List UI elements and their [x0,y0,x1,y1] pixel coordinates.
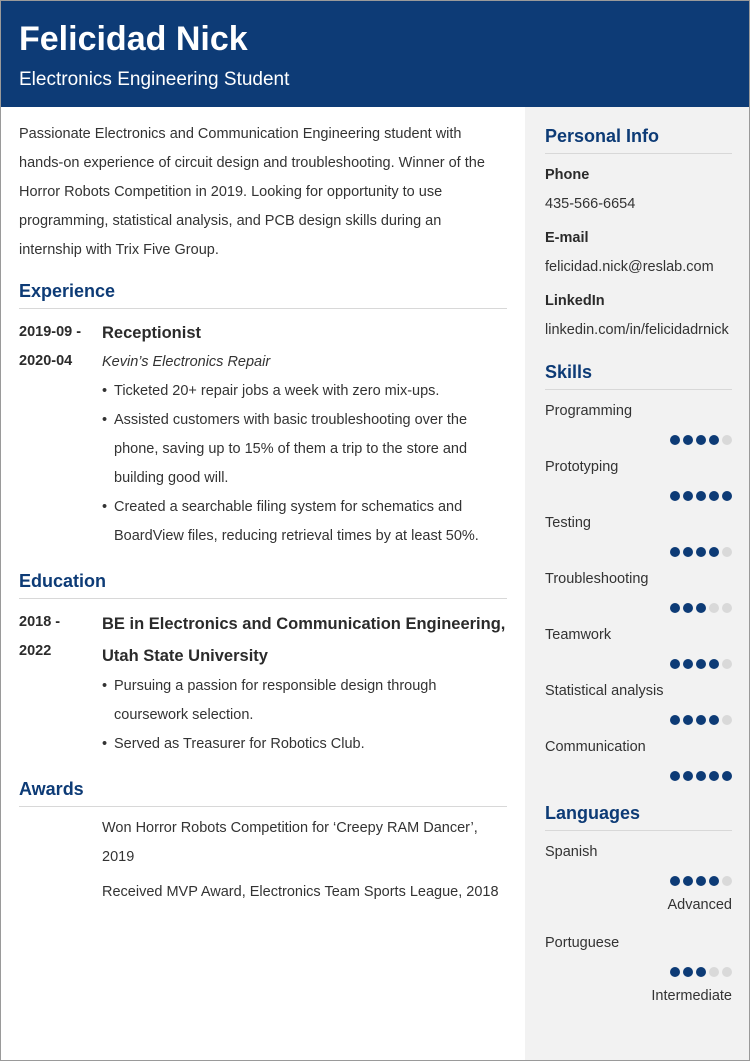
rating-dots [545,435,732,445]
experience-bullet: • Created a searchable filing system for schematics and BoardView files, reducing retrieval times by at least 50%. [102,493,507,551]
rating-dot-filled [683,967,693,977]
rating-dot-filled [709,715,719,725]
rating-dot-empty [722,603,732,613]
experience-details [102,318,507,551]
rating-dots [545,876,732,886]
personal-info-heading: Personal Info [545,126,732,154]
linkedin-label: LinkedIn [545,293,605,309]
education-entry [19,608,507,759]
rating-dot-filled [709,491,719,501]
email-value: felicidad.nick@reslab.com [545,259,714,275]
profile-summary: Passionate Electronics and Communication Engineering student with hands-on experience of circuit design and troubleshooting. Winner of the Horror Robots Competition in 2019. Looking for opportunity to use programming, statistical analysis, and PCB design skills during an internship with Trix Five Group. [19,126,485,258]
rating-dot-filled [722,771,732,781]
rating-dot-filled [709,771,719,781]
awards-section [19,779,507,907]
rating-dot-filled [683,547,693,557]
language-item [545,933,732,1006]
education-heading: Education [19,571,507,599]
education-bullets [102,672,507,759]
education-section [19,571,507,759]
language-item [545,842,732,915]
skill-name: Teamwork [545,627,612,643]
languages-list [545,842,732,1006]
rating-dot-filled [709,659,719,669]
education-details [102,608,507,759]
rating-dot-empty [722,547,732,557]
rating-dot-filled [696,967,706,977]
degree-title: BE in Electronics and Communication Engineering, Utah State University [102,615,506,665]
skills-list [545,401,732,781]
skill-item [545,625,732,669]
experience-date-end: 2020-04 [19,353,73,369]
rating-dots [545,547,732,557]
rating-dot-filled [696,547,706,557]
rating-dots [545,659,732,669]
rating-dot-filled [709,876,719,886]
award-item: Received MVP Award, Electronics Team Sports League, 2018 [102,884,499,900]
rating-dot-filled [722,491,732,501]
language-level: Intermediate [651,988,732,1004]
rating-dot-filled [696,876,706,886]
rating-dots [545,715,732,725]
rating-dot-filled [670,659,680,669]
rating-dot-filled [670,771,680,781]
rating-dot-filled [696,603,706,613]
phone-label: Phone [545,167,590,183]
rating-dot-filled [670,435,680,445]
rating-dot-filled [683,603,693,613]
language-name: Spanish [545,844,598,860]
main-column [19,107,507,907]
rating-dot-empty [722,715,732,725]
skills-section [545,362,732,781]
experience-entry [19,318,507,551]
rating-dot-filled [670,603,680,613]
rating-dot-empty [722,659,732,669]
skill-name: Programming [545,403,633,419]
rating-dots [545,491,732,501]
education-date-end: 2022 [19,643,52,659]
company-name: Kevin’s Electronics Repair [102,354,271,370]
rating-dot-filled [696,771,706,781]
rating-dot-empty [722,435,732,445]
skill-item [545,569,732,613]
rating-dot-filled [683,771,693,781]
education-dates [19,608,102,759]
skill-name: Testing [545,515,591,531]
rating-dot-empty [722,876,732,886]
rating-dot-filled [683,435,693,445]
candidate-name: Felicidad Nick [19,20,248,58]
award-item: Won Horror Robots Competition for ‘Creepy RAM Dancer’, 2019 [102,820,478,865]
rating-dot-filled [709,435,719,445]
phone-value: 435-566-6654 [545,196,636,212]
rating-dot-filled [683,491,693,501]
rating-dot-filled [709,547,719,557]
rating-dot-filled [670,715,680,725]
rating-dot-filled [670,491,680,501]
education-bullet: • Pursuing a passion for responsible design through coursework selection. [102,672,507,730]
rating-dot-empty [709,967,719,977]
language-level: Advanced [667,897,732,913]
awards-heading: Awards [19,779,507,807]
rating-dot-filled [670,547,680,557]
sidebar [525,107,749,1060]
email-label: E-mail [545,230,589,246]
personal-info-section [545,126,732,340]
language-name: Portuguese [545,935,620,951]
skill-item [545,513,732,557]
experience-dates [19,318,102,551]
rating-dot-empty [709,603,719,613]
linkedin-value: linkedin.com/in/felicidadrnick [545,322,729,338]
experience-bullet: • Assisted customers with basic troubleshooting over the phone, saving up to 15% of them a trip to the store and building good will. [102,406,507,493]
rating-dot-filled [696,715,706,725]
experience-heading: Experience [19,281,507,309]
experience-date-start: 2019-09 - [19,324,82,340]
candidate-role: Electronics Engineering Student [19,69,290,90]
rating-dot-filled [696,659,706,669]
experience-bullets [102,377,507,551]
rating-dots [545,967,732,977]
skill-name: Statistical analysis [545,683,664,699]
rating-dot-filled [670,876,680,886]
skill-item [545,457,732,501]
skill-name: Troubleshooting [545,571,649,587]
languages-section [545,803,732,1006]
skill-item [545,681,732,725]
languages-heading: Languages [545,803,732,831]
education-bullet: • Served as Treasurer for Robotics Club. [102,730,507,759]
rating-dot-filled [696,491,706,501]
experience-bullet: • Ticketed 20+ repair jobs a week with zero mix-ups. [102,377,507,406]
rating-dot-empty [722,967,732,977]
rating-dots [545,771,732,781]
rating-dot-filled [683,876,693,886]
education-date-start: 2018 - [19,614,61,630]
rating-dot-filled [683,715,693,725]
rating-dot-filled [696,435,706,445]
rating-dots [545,603,732,613]
skill-name: Communication [545,739,646,755]
sidebar-content [545,107,732,1006]
skill-item [545,401,732,445]
skills-heading: Skills [545,362,732,390]
job-title: Receptionist [102,324,202,342]
skill-item [545,737,732,781]
rating-dot-filled [683,659,693,669]
resume-header [1,1,749,107]
rating-dot-filled [670,967,680,977]
skill-name: Prototyping [545,459,619,475]
experience-section [19,281,507,551]
